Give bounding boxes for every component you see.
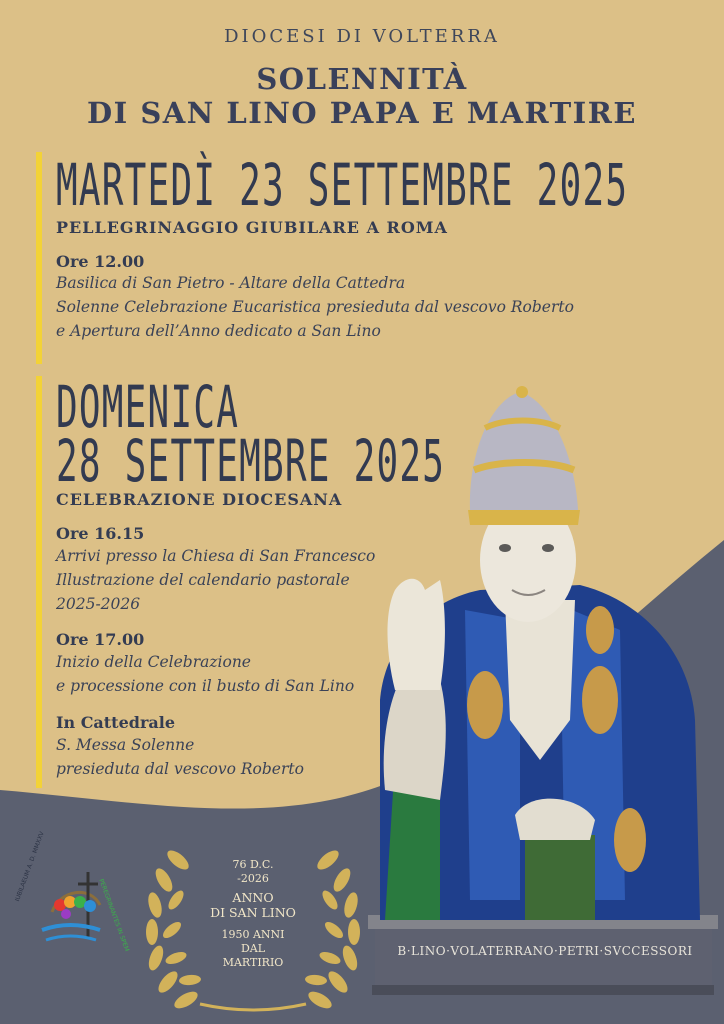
event1-line-1: Basilica di San Pietro - Altare della Cattedra — [56, 274, 406, 292]
wreath-anno — [178, 890, 328, 920]
event2-date-line-2: 28 SETTEMBRE 2025 — [56, 427, 446, 495]
title-line-2: DI SAN LINO PAPA E MARTIRE — [87, 96, 637, 130]
event2-block1-time: Ore 16.15 — [56, 524, 145, 543]
jubilee-logo-text-right: PEREGRINANTES IN SPEM — [97, 878, 131, 953]
title-line-1: SOLENNITÀ — [256, 62, 468, 96]
event2-block1-line-1: Arrivi presso la Chiesa di San Francesco — [56, 547, 376, 565]
wreath-years — [178, 858, 328, 886]
event2-block3-line-1: S. Messa Solenne — [56, 736, 195, 754]
event2-block2-line-1: Inizio della Celebrazione — [56, 653, 251, 671]
page-title — [0, 62, 724, 130]
event1-subtitle: PELLEGRINAGGIO GIUBILARE A ROMA — [56, 218, 448, 237]
wreath-line-2: -2026 — [237, 872, 269, 885]
accent-bar-event1 — [36, 152, 42, 364]
wreath-line-1: 76 D.C. — [232, 858, 274, 871]
wreath-line-6: DAL — [240, 942, 266, 955]
event1-date: MARTEDÌ 23 SETTEMBRE 2025 — [56, 151, 629, 219]
event1-line-3: e Apertura dell’Anno dedicato a San Lino — [56, 322, 381, 340]
event2-block2-line-2: e processione con il busto di San Lino — [56, 677, 355, 695]
event2-subtitle: CELEBRAZIONE DIOCESANA — [56, 490, 343, 509]
event2-block3-line-2: presieduta dal vescovo Roberto — [56, 760, 304, 778]
wreath-line-7: MARTIRIO — [222, 956, 284, 969]
jubilee-logo-text-left: IUBILAEUM A. D. MMXXV — [14, 830, 46, 903]
event2-block2-time: Ore 17.00 — [56, 630, 145, 649]
wreath-line-4: DI SAN LINO — [210, 905, 296, 920]
event2-block3-time: In Cattedrale — [56, 713, 175, 732]
plinth-inscription: B·LINO·VOLATERRANO·PETRI·SVCCESSORI — [397, 944, 693, 958]
wreath-line-5: 1950 ANNI — [221, 928, 285, 941]
event2-block1-line-2: Illustrazione del calendario pastorale — [56, 571, 350, 589]
wreath-anniversary — [178, 928, 328, 970]
accent-bar-event2 — [36, 376, 42, 788]
event2-block1-line-3: 2025-2026 — [56, 595, 141, 613]
event1-line-2: Solenne Celebrazione Eucaristica presieduta dal vescovo Roberto — [56, 298, 574, 316]
wreath-line-3: ANNO — [232, 890, 274, 905]
event1-time: Ore 12.00 — [56, 252, 145, 271]
diocese-name: DIOCESI DI VOLTERRA — [224, 26, 500, 47]
event2-date-line-1: DOMENICA — [56, 373, 240, 441]
